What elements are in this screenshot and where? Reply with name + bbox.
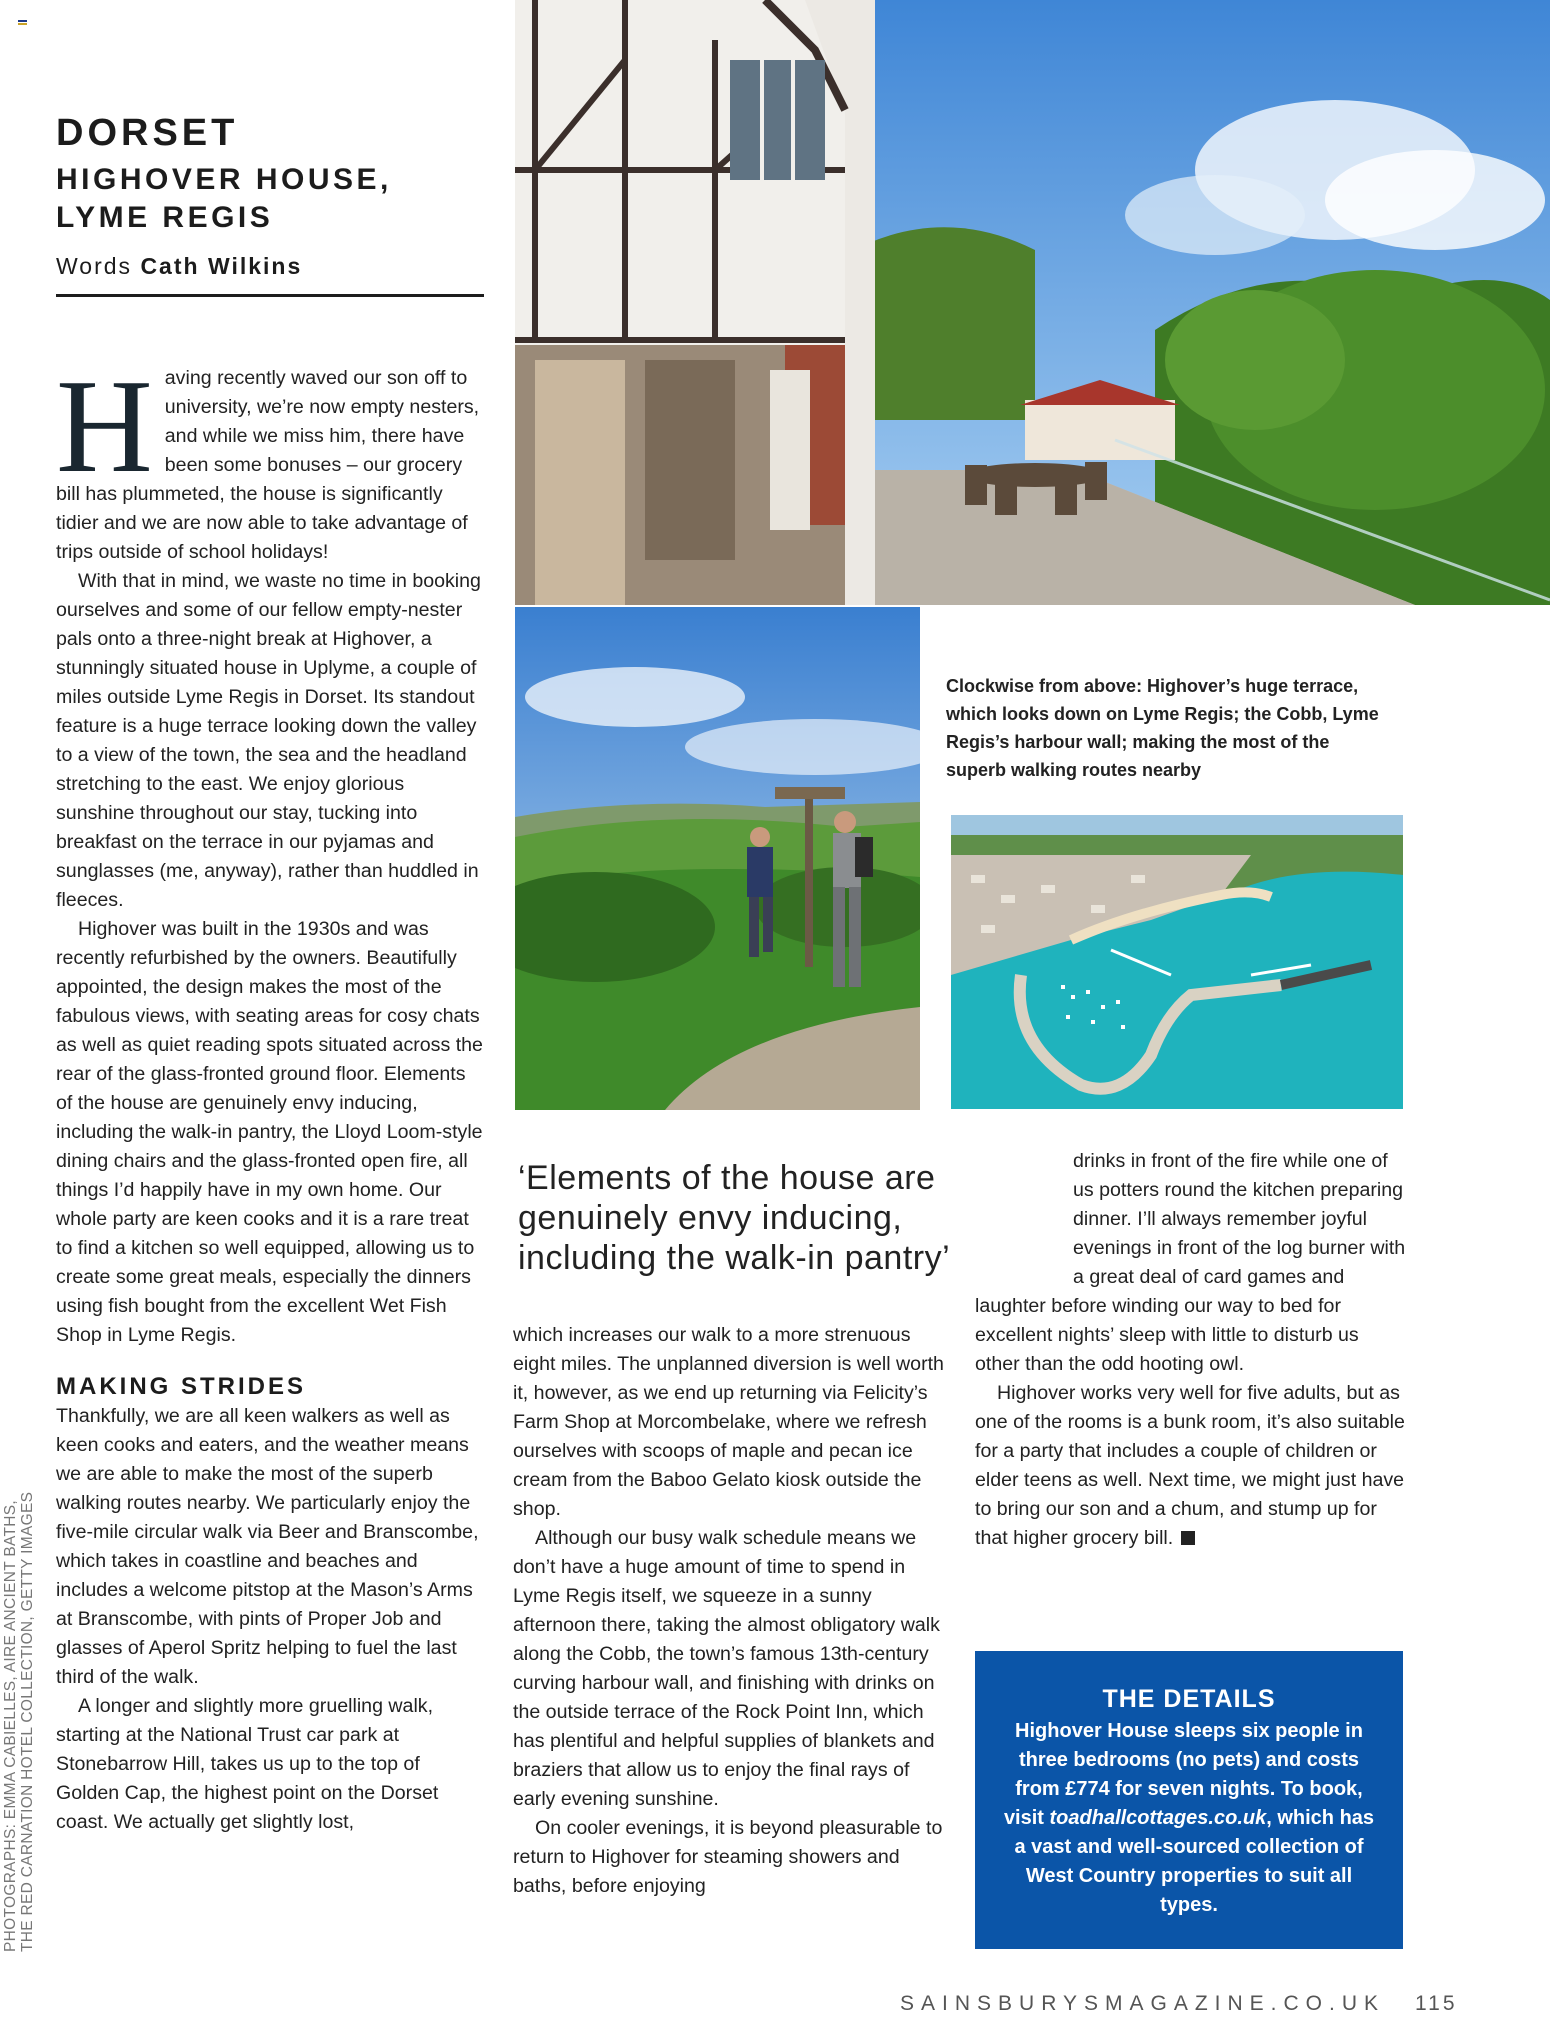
paragraph: Thankfully, we are all keen walkers as well as keen cooks and eaters, and the weather means we are able to make the most of the superb walking routes nearby. We particularly enjoy the five-mile circular walk via Beer and Branscombe, which takes in coastline and beaches and includes a welcome pitstop at the Mason’s Arms at Branscombe, with pints of Proper Job and glasses of Aperol Spritz helping to fuel the last third of the walk. [56, 1405, 479, 1688]
details-text: Highover House sleeps six people in three bedrooms (no pets) and costs from £774 for seven nights. To book, visit [1003, 1720, 1363, 1829]
subheading: MAKING STRIDES [56, 1373, 307, 1400]
opening-paragraph [56, 352, 484, 567]
paragraph [975, 1379, 1407, 1553]
region-title: DORSET [56, 112, 239, 154]
paragraph: Although our busy walk schedule means we don’t have a huge amount of time to spend in Lyme Regis itself, we squeeze in a sunny afternoon there, taking the almost obligatory walk along the Cobb, the town’s famous 13th-century curving harbour wall, and finishing with drinks on the outside terrace of the Rock Point Inn, which has plentiful and helpful supplies of blankets and braziers that allow us to enjoy the final rays of early evening sunshine. [513, 1527, 940, 1810]
magazine-url[interactable]: SAINSBURYSMAGAZINE.CO.UK [900, 1992, 1386, 2015]
article-column-3-text [975, 1147, 1407, 1553]
walkers-photo [515, 607, 920, 1110]
details-heading: THE DETAILS [1102, 1685, 1276, 1713]
title-line-1: HIGHOVER HOUSE, [56, 163, 392, 196]
house-terrace-photo [515, 0, 1550, 605]
end-mark [1181, 1531, 1195, 1545]
photo-credit [2, 1432, 36, 1952]
photo-caption: Clockwise from above: Highover’s huge terrace, which looks down on Lyme Regis; the Cobb, Lyme Regis’s harbour wall; making the most of the superb walking routes nearby [946, 676, 1379, 780]
paragraph-wrapped [975, 1147, 1407, 1379]
article-column-1 [56, 352, 484, 1837]
paragraph: A longer and slightly more gruelling walk, starting at the National Trust car park at Stonebarrow Hill, takes us up to the top of Golden Cap, the highest point on the Dorset coast. We actually get slightly lost, [56, 1695, 439, 1833]
paragraph: Highover was built in the 1930s and was recently refurbished by the owners. Beautifully appointed, the design makes the most of the fabulous views, with seating areas for cosy chats as well as quiet reading spots situated across the rear of the glass-fronted ground floor. Elements of the house are genuinely envy inducing, including the walk-in pantry, the Lloyd Loom-style dining chairs and the glass-fronted open fire, all things I’d happily have in my own home. Our whole party are keen cooks and it is a rare treat to find a kitchen so well equipped, allowing us to create some great meals, especially the dinners using fish bought from the excellent Wet Fish Shop in Lyme Regis. [56, 918, 483, 1346]
byline-author: Cath Wilkins [140, 253, 303, 279]
harbour-cobb-photo [951, 815, 1403, 1109]
paragraph-text: Highover works very well for five adults, but as one of the rooms is a bunk room, it’s also suitable for a party that includes a couple of children or elder teens as well. Next time, we might just have to bring our son and a chum, and stump up for that higher grocery bill. [975, 1382, 1405, 1549]
article-header [56, 112, 484, 297]
quote-wrap-spacer [975, 1147, 1073, 1292]
details-box [975, 1651, 1403, 1949]
paragraph: which increases our walk to a more strenuous eight miles. The unplanned diversion is well worth it, however, as we end up returning via Felicity’s Farm Shop at Morcombelake, where we refresh ourselves with scoops of maple and pecan ice cream from the Baboo Gelato kiosk outside the shop. [513, 1324, 944, 1520]
title-line-2: LYME REGIS [56, 201, 274, 234]
paragraph: On cooler evenings, it is beyond pleasurable to return to Highover for steaming showers and baths, before enjoying [513, 1817, 943, 1897]
header-rule [56, 294, 484, 297]
page-footer [900, 1992, 1550, 2016]
paragraph-text: aving recently waved our son off to university, we’re now empty nesters, and while we miss him, there have been some bonuses – our grocery bill has plummeted, the house is significantly tidier and we are now able to take advantage of trips outside of school holidays! [56, 367, 480, 563]
flag-icon [18, 20, 27, 27]
credit-line-2: THE RED CARNATION HOTEL COLLECTION, GETTY IMAGES [19, 1491, 36, 1952]
paragraph: With that in mind, we waste no time in booking ourselves and some of our fellow empty-nester pals onto a three-night break at Highover, a stunningly situated house in Uplyme, a couple of miles outside Lyme Regis in Dorset. Its standout feature is a huge terrace looking down the valley to a view of the town, the sea and the headland stretching to the east. We enjoy glorious sunshine throughout our stay, tucking into breakfast on the terrace in our pyjamas and sunglasses (me, anyway), rather than huddled in fleeces. [56, 570, 481, 911]
paragraph-text: drinks in front of the fire while one of us potters round the kitchen preparing dinner. I’ll always remember joyful evenings in front of the log burner with a great deal of card games and laughter before winding our way to bed for excellent nights’ sleep with little to disturb us other than the odd hooting owl. [975, 1150, 1406, 1375]
pull-quote: ‘Elements of the house are genuinely envy inducing, including the walk-in pantry’ [518, 1159, 951, 1277]
byline [56, 253, 484, 280]
byline-prefix: Words [56, 253, 133, 279]
article-title [56, 161, 484, 237]
details-text-end: , which has a vast and well-sourced collection of West Country properties to suit all types. [1014, 1807, 1375, 1916]
credit-line-1: PHOTOGRAPHS: EMMA CABIELLES, AIRE ANCIENT BATHS, [2, 1500, 19, 1952]
drop-cap: H [56, 352, 153, 500]
page-number: 115 [1415, 1992, 1458, 2015]
booking-link[interactable]: toadhallcottages.co.uk [1049, 1807, 1267, 1829]
article-column-2 [513, 1321, 945, 1901]
details-body [997, 1717, 1381, 1920]
